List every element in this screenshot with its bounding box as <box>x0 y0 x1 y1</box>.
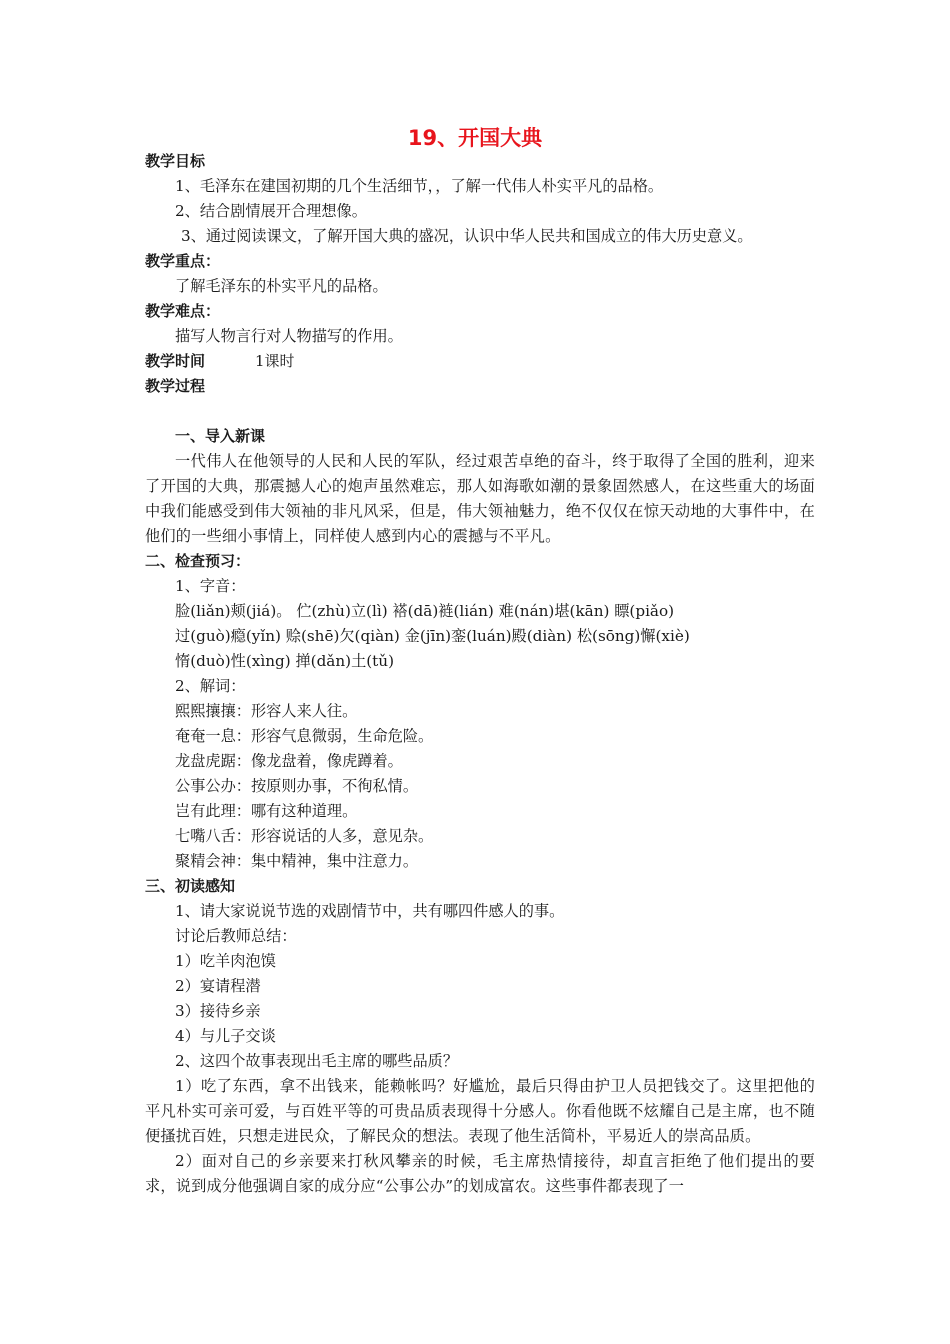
key-heading: 教学重点： <box>145 252 221 270</box>
list-item: 2）宴请程潜 <box>175 977 261 995</box>
vocab-item: 七嘴八舌：形容说话的人多，意见杂。 <box>175 827 434 845</box>
vocab-item: 聚精会神：集中精神，集中注意力。 <box>175 852 418 870</box>
list-item: 4）与儿子交谈 <box>175 1027 276 1045</box>
question-1-intro: 讨论后教师总结： <box>175 927 297 945</box>
time-heading: 教学时间 <box>145 352 206 370</box>
key-text: 了解毛泽东的朴实平凡的品格。 <box>175 277 388 295</box>
section3-heading: 三、初读感知 <box>145 877 236 895</box>
question-1: 1、请大家说说节选的戏剧情节中，共有哪四件感人的事。 <box>175 902 565 920</box>
section1-paragraph: 一代伟人在他领导的人民和人民的军队，经过艰苦卓绝的奋斗，终于取得了全国的胜利，迎来了开国的大典，那震撼人心的炮声虽然难忘，那人如海歌如潮的景象固然感人，在这些重大的场面中我们能感受到伟大领袖的非凡风采，但是，伟大领袖魅力，绝不仅仅在惊天动地的大事件中，在他们的一些细小事情上，同样使人感到内心的震撼与不平凡。 <box>145 452 815 545</box>
difficulty-text: 描写人物言行对人物描写的作用。 <box>175 327 403 345</box>
section1-heading: 一、导入新课 <box>175 427 266 445</box>
vocab-item: 熙熙攘攘：形容人来人往。 <box>175 702 358 720</box>
section2-heading: 二、检查预习： <box>145 552 251 570</box>
list-item: 3）接待乡亲 <box>175 1002 261 1020</box>
document-body <box>145 149 815 1199</box>
answer-paragraph-1: 1）吃了东西，拿不出钱来，能赖帐吗？好尴尬，最后只得由护卫人员把钱交了。这里把他的平凡朴实可亲可爱，与百姓平等的可贵品质表现得十分感人。你看他既不炫耀自己是主席，也不随便搔扰百姓，只想走进民众，了解民众的想法。表现了他生活简朴，平易近人的崇高品质。 <box>145 1077 815 1145</box>
objective-3: 3、通过阅读课文，了解开国大典的盛况，认识中华人民共和国成立的伟大历史意义。 <box>181 227 753 245</box>
time-row <box>145 349 815 374</box>
vocab-item: 奄奄一息：形容气息微弱，生命危险。 <box>175 727 434 745</box>
question-2: 2、这四个故事表现出毛主席的哪些品质？ <box>175 1052 459 1070</box>
objective-2: 2、结合剧情展开合理想像。 <box>175 202 367 220</box>
difficulty-heading: 教学难点： <box>145 302 221 320</box>
pronunciation-line-2: 过(guò)瘾(yǐn) 赊(shē)欠(qiàn) 金(jīn)銮(luán)殿(diàn) 松(sōng)懈(xiè) <box>175 627 690 645</box>
spacer <box>145 399 815 424</box>
answer-paragraph-2: 2）面对自己的乡亲要来打秋风攀亲的时候，毛主席热情接待，却直言拒绝了他们提出的要求，说到成分他强调自家的成分应“公事公办”的划成富农。这些事件都表现了一 <box>145 1152 815 1195</box>
page-title: 19、开国大典 <box>407 126 543 150</box>
pronunciation-line-3: 惰(duò)性(xìng) 掸(dǎn)土(tǔ) <box>175 652 394 670</box>
process-heading: 教学过程 <box>145 377 206 395</box>
objective-1: 1、毛泽东在建国初期的几个生活细节，，了解一代伟人朴实平凡的品格。 <box>175 177 664 195</box>
objectives-heading: 教学目标 <box>145 152 206 170</box>
vocab-item: 岂有此理：哪有这种道理。 <box>175 802 358 820</box>
vocab-label: 2、解词： <box>175 677 246 695</box>
pronunciation-label: 1、字音： <box>175 577 246 595</box>
pronunciation-line-1: 脸(liǎn)颊(jiá)。 伫(zhù)立(lì) 褡(dā)裢(lián) 难(nán)堪(kān) 瞟(piǎo) <box>175 602 675 620</box>
list-item: 1）吃羊肉泡馍 <box>175 952 276 970</box>
vocab-item: 公事公办：按原则办事，不徇私情。 <box>175 777 418 795</box>
time-value: 1课时 <box>255 352 295 370</box>
vocab-item: 龙盘虎踞：像龙盘着，像虎蹲着。 <box>175 752 403 770</box>
